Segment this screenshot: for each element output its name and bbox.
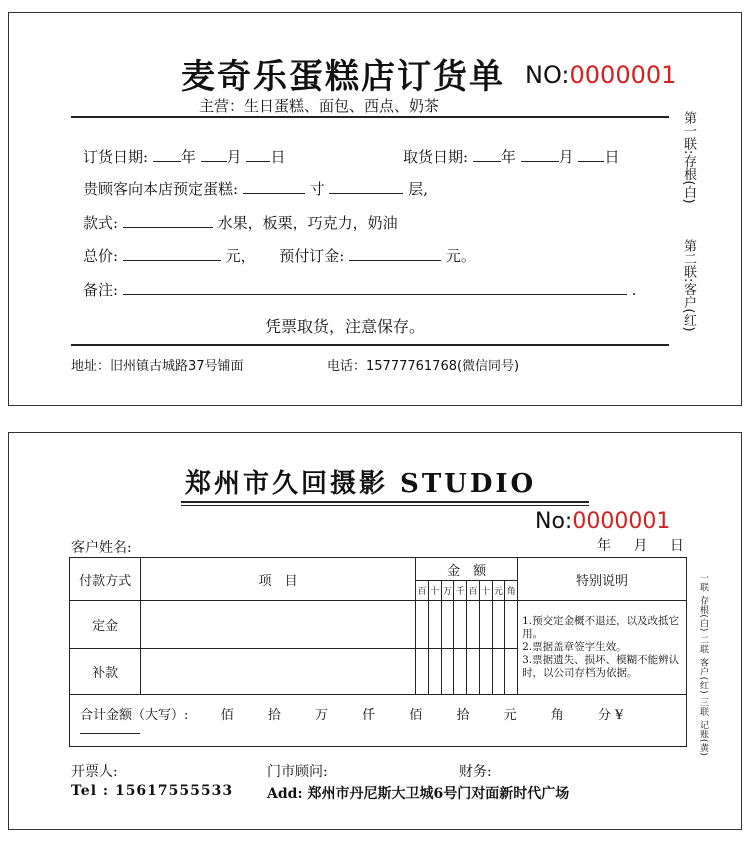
consultant-label: 门市顾问: <box>267 764 328 780</box>
digit-cell: 百 <box>467 581 480 601</box>
address: 地址：旧州镇古城路37号铺面 <box>71 359 244 374</box>
blank[interactable] <box>153 161 181 162</box>
telephone: Tel : 15617555533 <box>71 783 234 799</box>
unit-shi: 拾 <box>267 707 281 723</box>
unit-shi-2: 拾 <box>456 707 470 723</box>
remark-blank[interactable] <box>123 294 627 295</box>
blank[interactable] <box>521 161 559 162</box>
date-field: 年 月 日 <box>597 538 684 554</box>
footer-divider <box>71 344 669 346</box>
unit-bai: 佰 <box>220 707 234 723</box>
total-amount-row[interactable] <box>70 695 687 747</box>
col-item-header: 项 目 <box>141 558 416 601</box>
pickup-date-row: 取货日期: 年 月 日 <box>403 148 620 166</box>
row-balance-label: 补款 <box>70 649 141 695</box>
order-form-card <box>8 12 742 406</box>
serial-label: NO: <box>525 61 570 89</box>
col-amount-header: 金 额 <box>416 558 518 581</box>
row-deposit-label: 定金 <box>70 601 141 649</box>
balance-item-cell[interactable] <box>141 649 416 695</box>
copy-labels: 一联 存根(白) 二联 客户(红) 三联 记账(黄) <box>698 573 708 757</box>
phone: 电话：15777761768(微信同号) <box>327 359 520 374</box>
issuer-label: 开票人: <box>71 764 118 780</box>
unit-yuan: 元 <box>503 707 517 723</box>
business-scope: 主营：生日蛋糕、面包、西点、奶茶 <box>199 97 440 115</box>
notice: 凭票取货，注意保存。 <box>265 317 426 336</box>
unit-fen: 分 ¥ <box>597 707 624 723</box>
layer-blank[interactable] <box>329 193 403 194</box>
serial-number <box>535 509 670 534</box>
payment-table <box>69 557 687 747</box>
serial-number <box>525 61 676 89</box>
unit-wan: 万 <box>314 707 328 723</box>
special-notes: 1.预交定金概不退还，以及改抵它用。 2.票据盖章签字生效。 3.票据遗失、损坏、模糊不能辨认时，以公司存档为依据。 <box>518 601 687 695</box>
reserve-row: 贵顾客向本店预定蛋糕: 寸 层, <box>83 180 428 198</box>
total-blank[interactable] <box>123 260 221 261</box>
price-row: 总价: 元， 预付订金: 元。 <box>83 247 476 265</box>
header-divider <box>71 116 669 118</box>
title-underline-1 <box>181 501 589 503</box>
col-payment-header: 付款方式 <box>70 558 141 601</box>
copy-label-1: 第一联:存根(白) <box>681 111 696 204</box>
digit-cell: 元 <box>492 581 505 601</box>
unit-bai-2: 佰 <box>409 707 423 723</box>
finance-label: 财务: <box>459 764 492 780</box>
serial-value: 0000001 <box>569 61 677 89</box>
serial-value: 0000001 <box>572 509 671 534</box>
digit-cell: 角 <box>505 581 518 601</box>
serial-label: No: <box>535 509 573 534</box>
amount-blank[interactable] <box>80 733 140 734</box>
studio-address: Add: 郑州市丹尼斯大卫城6号门对面新时代广场 <box>267 786 570 802</box>
digit-cell: 千 <box>454 581 467 601</box>
blank[interactable] <box>201 161 227 162</box>
style-row: 款式: 水果，板栗，巧克力，奶油 <box>83 214 398 232</box>
photo-studio-receipt-card <box>8 432 742 830</box>
digit-cell: 万 <box>441 581 454 601</box>
deposit-blank[interactable] <box>349 260 441 261</box>
col-special-header: 特别说明 <box>518 558 687 601</box>
remark-row: 备注: . <box>83 281 637 299</box>
customer-name-label: 客户姓名: <box>71 540 132 556</box>
order-date-label: 订货日期: <box>83 148 149 166</box>
style-blank[interactable] <box>123 227 213 228</box>
digit-cell: 百 <box>416 581 429 601</box>
inch-blank[interactable] <box>243 193 305 194</box>
order-date-row: 订货日期: 年 月 日 <box>83 148 286 166</box>
blank[interactable] <box>246 161 270 162</box>
form-title: 麦奇乐蛋糕店订货单 <box>181 57 505 97</box>
pickup-date-label: 取货日期: <box>403 148 469 166</box>
copy-label-2: 第二联:客户(红) <box>681 239 696 332</box>
blank[interactable] <box>473 161 501 162</box>
digit-cell: 十 <box>479 581 492 601</box>
total-label: 合计金额（大写）: <box>80 707 189 723</box>
blank[interactable] <box>578 161 604 162</box>
unit-qian: 仟 <box>362 707 376 723</box>
studio-title: 郑州市久回摄影 STUDIO <box>185 469 537 499</box>
deposit-item-cell[interactable] <box>141 601 416 649</box>
digit-cell: 十 <box>428 581 441 601</box>
unit-jiao: 角 <box>550 707 564 723</box>
title-underline-2 <box>181 505 589 506</box>
